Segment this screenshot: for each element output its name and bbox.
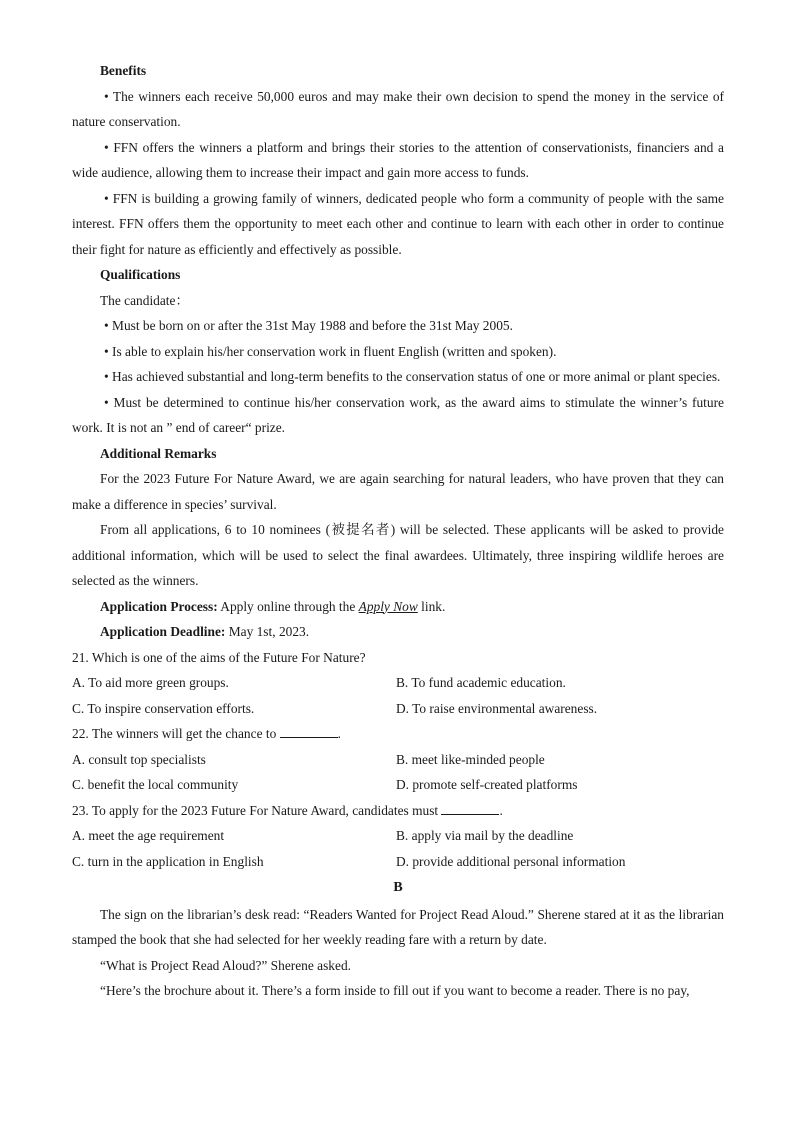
remarks-heading: Additional Remarks <box>100 445 217 461</box>
option-c: C. turn in the application in English <box>72 853 264 869</box>
qualifications-intro: The candidate： <box>100 292 189 308</box>
question-stem-line <box>72 798 724 824</box>
benefit-item-3: • FFN is building a growing family of winners, dedicated people who form a community of people with the same interest. FFN offers them the opportunity to meet each other and continue to learn with each other in order to continue their fight for nature as efficiently and effectively as possible. <box>72 190 724 257</box>
remarks-paragraph-1: For the 2023 Future For Nature Award, we are again searching for natural leaders, who have proven that they can make a difference in species’ survival. <box>72 471 724 512</box>
exam-page <box>72 58 724 1004</box>
question-stem: 23. To apply for the 2023 Future For Nature Award, candidates must <box>72 802 442 818</box>
option-b: B. apply via mail by the deadline <box>396 828 574 843</box>
option-d: D. promote self-created platforms <box>396 777 578 792</box>
options-grid <box>72 670 724 721</box>
question-stem-end: . <box>337 726 341 741</box>
option-d: D. To raise environmental awareness. <box>396 700 598 716</box>
section-b-paragraph-2: “What is Project Read Aloud?” Sherene asked. <box>100 957 351 973</box>
answer-blank <box>441 800 499 815</box>
question-stem: 21. Which is one of the aims of the Future For Nature? <box>72 649 366 665</box>
option-b: B. meet like-minded people <box>396 751 545 767</box>
option-d: D. provide additional personal information <box>396 853 626 869</box>
application-process-pre: Apply online through the <box>217 598 359 614</box>
section-b-heading: B <box>393 880 403 895</box>
option-b: B. To fund academic education. <box>396 675 566 690</box>
benefit-item-1: • The winners each receive 50,000 euros and may make their own decision to spend the money in the service of nature conservation. <box>72 88 724 129</box>
qualification-item-1: • Must be born on or after the 31st May 1988 and before the 31st May 2005. <box>104 318 513 333</box>
benefit-item-2: • FFN offers the winners a platform and brings their stories to the attention of conservationists, financiers and a wide audience, allowing them to increase their impact and gain more access to funds. <box>72 139 724 180</box>
question-23 <box>72 798 724 875</box>
question-stem: 22. The winners will get the chance to <box>72 726 280 741</box>
apply-now-link[interactable]: Apply Now <box>358 598 418 614</box>
section-b-paragraph-3: “Here’s the brochure about it. There’s a form inside to fill out if you want to become a reader. There is no pay, <box>100 983 690 998</box>
application-process-post: link. <box>417 598 446 614</box>
option-a: A. To aid more green groups. <box>72 675 229 690</box>
section-b-paragraph-1: The sign on the librarian’s desk read: “Readers Wanted for Project Read Aloud.” Sherene stared at it as the librarian stamped the book that she had selected for her weekly reading fare with a return by date. <box>72 906 724 947</box>
application-deadline <box>72 619 724 645</box>
qualification-item-4: • Must be determined to continue his/her conservation work, as the award aims to stimulate the winner’s future work. It is not an ” end of career“ prize. <box>72 394 724 435</box>
qualification-item-3: • Has achieved substantial and long-term benefits to the conservation status of one or more animal or plant species. <box>104 369 721 384</box>
question-21 <box>72 645 724 722</box>
question-stem-line <box>72 721 724 747</box>
question-22 <box>72 721 724 798</box>
remarks-paragraph-2: From all applications, 6 to 10 nominees (被提名者) will be selected. These applicants will be asked to provide additional information, which will be used to select the final awardees. Ultimately, three inspiring wildlife heroes are selected as the winners. <box>72 522 724 588</box>
option-c: C. benefit the local community <box>72 777 239 792</box>
options-grid <box>72 747 724 798</box>
option-a: A. meet the age requirement <box>72 828 225 843</box>
qualification-item-2: • Is able to explain his/her conservation work in fluent English (written and spoken). <box>104 343 557 359</box>
application-deadline-value: May 1st, 2023. <box>225 624 310 639</box>
answer-blank <box>280 723 338 738</box>
benefits-heading: Benefits <box>100 63 147 78</box>
question-stem-end: . <box>499 802 503 818</box>
qualifications-heading: Qualifications <box>100 267 181 282</box>
application-process-label: Application Process: <box>100 598 218 614</box>
option-c: C. To inspire conservation efforts. <box>72 700 255 716</box>
application-deadline-label: Application Deadline: <box>100 624 226 639</box>
application-process <box>72 594 724 620</box>
options-grid <box>72 823 724 874</box>
option-a: A. consult top specialists <box>72 751 206 767</box>
